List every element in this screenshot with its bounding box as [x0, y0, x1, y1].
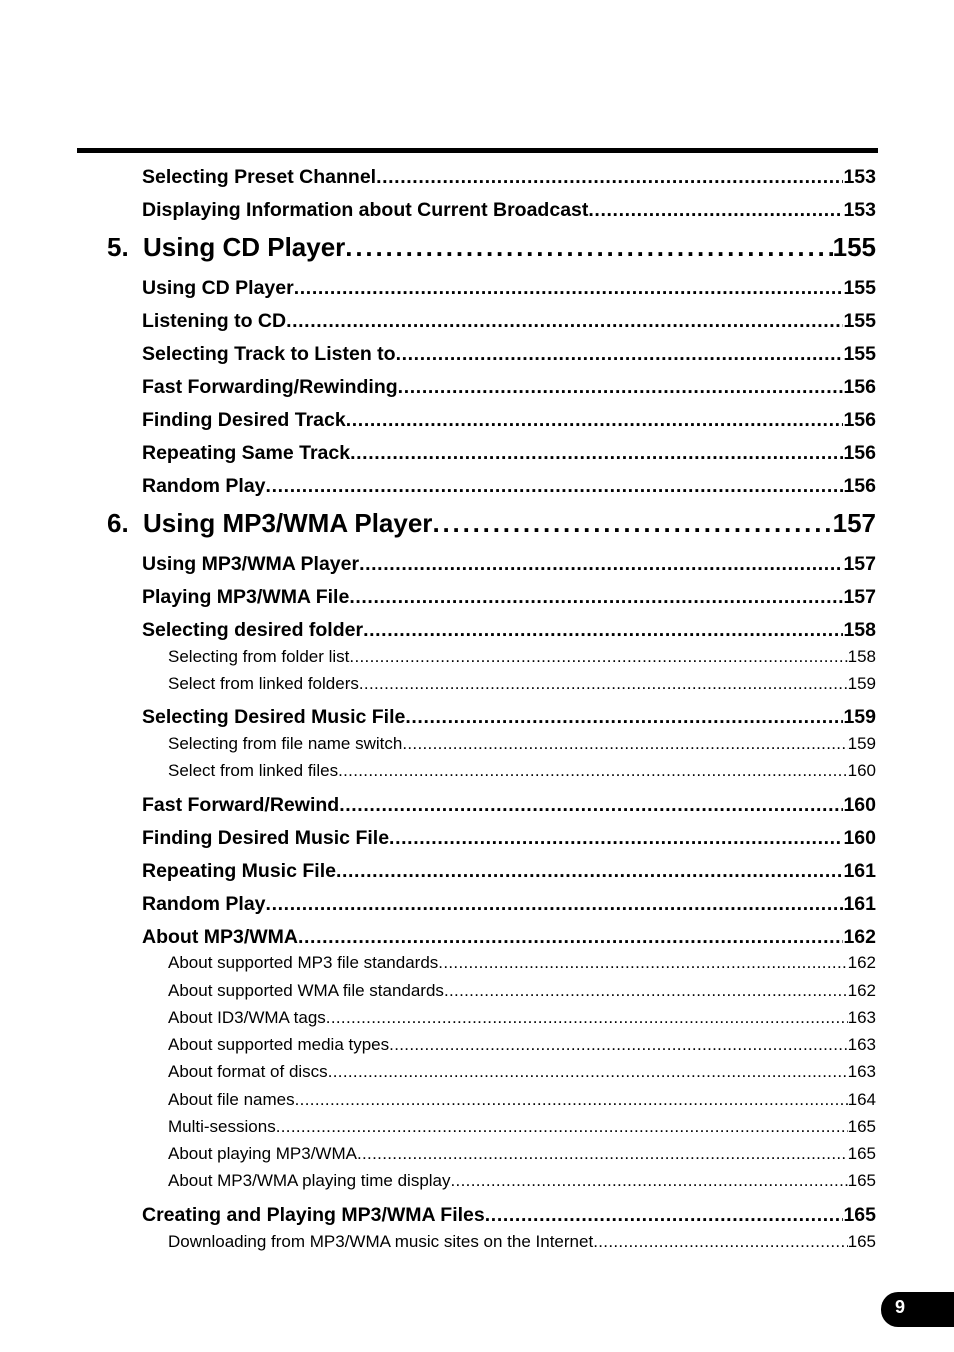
- toc-entry-page: 161: [843, 893, 876, 915]
- toc-subentry[interactable]: [168, 734, 876, 754]
- dot-leader: [266, 893, 844, 916]
- toc-subentry-page: 163: [847, 1062, 876, 1081]
- toc-entry[interactable]: [142, 277, 876, 301]
- toc-subentry-page: 159: [847, 674, 876, 693]
- toc-entry[interactable]: [142, 860, 876, 884]
- toc-entry-label: Selecting Desired Music File: [142, 706, 406, 728]
- toc-entry[interactable]: [142, 376, 876, 400]
- toc-entry-page: 156: [843, 475, 876, 497]
- toc-entry[interactable]: [142, 409, 876, 433]
- toc-entry-page: 156: [843, 442, 876, 464]
- toc-subentry-label: Downloading from MP3/WMA music sites on the Internet: [168, 1232, 594, 1251]
- dot-leader: [295, 1090, 848, 1110]
- dot-leader: [286, 310, 843, 333]
- dot-leader: [357, 1144, 848, 1164]
- dot-leader: [339, 794, 843, 817]
- toc-entry-page: 156: [843, 376, 876, 398]
- dot-leader: [432, 508, 832, 539]
- toc-subentry-label: About supported MP3 file standards: [168, 953, 439, 972]
- toc-subentry[interactable]: [168, 1144, 876, 1164]
- toc-entry-label: Finding Desired Music File: [142, 827, 390, 849]
- dot-leader: [398, 376, 844, 399]
- dot-leader: [350, 442, 843, 465]
- toc-chapter[interactable]: [107, 232, 876, 266]
- dot-leader: [328, 1062, 848, 1082]
- dot-leader: [389, 827, 843, 850]
- dot-leader: [276, 1117, 848, 1137]
- toc-entry-page: 158: [843, 619, 876, 641]
- toc-subentry-page: 158: [847, 647, 876, 666]
- toc-entry-label: Using MP3/WMA Player: [142, 553, 360, 575]
- toc-entry-label: Selecting Track to Listen to: [142, 343, 396, 365]
- toc-entry-page: 157: [843, 553, 876, 575]
- dot-leader: [336, 860, 844, 883]
- dot-leader: [326, 1008, 848, 1028]
- toc-subentry-page: 163: [847, 1035, 876, 1054]
- toc-subentry[interactable]: [168, 1062, 876, 1082]
- toc-entry-page: 153: [843, 166, 876, 188]
- toc-subentry-page: 165: [847, 1171, 876, 1190]
- dot-leader: [438, 953, 847, 973]
- page-number-tab: [881, 1292, 954, 1327]
- chapter-number: 6.: [107, 508, 129, 538]
- toc-subentry[interactable]: [168, 1035, 876, 1055]
- toc-subentry[interactable]: [168, 674, 876, 694]
- toc-entry-page: 155: [843, 277, 876, 299]
- toc-subentry[interactable]: [168, 953, 876, 973]
- toc-entry-label: Repeating Same Track: [142, 442, 351, 464]
- toc-subentry-label: About file names: [168, 1090, 295, 1109]
- toc-entry[interactable]: [142, 827, 876, 851]
- toc-entry-label: Creating and Playing MP3/WMA Files: [142, 1204, 485, 1226]
- toc-subentry[interactable]: [168, 1171, 876, 1191]
- toc-entry-label: Displaying Information about Current Broadcast: [142, 199, 589, 221]
- dot-leader: [593, 1232, 847, 1252]
- toc-entry-label: About MP3/WMA: [142, 926, 298, 948]
- dot-leader: [363, 619, 843, 642]
- dot-leader: [345, 232, 832, 263]
- toc-subentry-label: About supported WMA file standards: [168, 981, 444, 1000]
- toc-entry[interactable]: [142, 199, 876, 223]
- toc-entry-page: 155: [843, 310, 876, 332]
- toc-subentry[interactable]: [168, 1008, 876, 1028]
- dot-leader: [485, 1204, 844, 1227]
- dot-leader: [338, 761, 848, 781]
- toc-entry-label: Repeating Music File: [142, 860, 336, 882]
- dot-leader: [266, 475, 844, 498]
- chapter-title: Using MP3/WMA Player: [143, 508, 433, 538]
- chapter-number: 5.: [107, 232, 129, 262]
- dot-leader: [349, 647, 847, 667]
- toc-entry[interactable]: [142, 794, 876, 818]
- toc-entry[interactable]: [142, 706, 876, 730]
- toc-entry[interactable]: [142, 893, 876, 917]
- toc-entry[interactable]: [142, 442, 876, 466]
- dot-leader: [396, 343, 844, 366]
- toc-entry[interactable]: [142, 586, 876, 610]
- dot-leader: [405, 706, 843, 729]
- toc-subentry[interactable]: [168, 1232, 876, 1252]
- toc-entry-page: 162: [843, 926, 876, 948]
- dot-leader: [359, 553, 843, 576]
- dot-leader: [588, 199, 843, 222]
- toc-subentry-label: About MP3/WMA playing time display: [168, 1171, 451, 1190]
- toc-entry-page: 160: [843, 794, 876, 816]
- toc-entry-label: Using CD Player: [142, 277, 294, 299]
- toc-subentry[interactable]: [168, 647, 876, 667]
- toc-entry-page: 160: [843, 827, 876, 849]
- toc-entry-page: 155: [843, 343, 876, 365]
- toc-entry-label: Fast Forward/Rewind: [142, 794, 340, 816]
- toc-subentry[interactable]: [168, 981, 876, 1001]
- toc-entry-page: 157: [843, 586, 876, 608]
- toc-subentry-label: Selecting from file name switch: [168, 734, 403, 753]
- page-number: 9: [895, 1297, 906, 1317]
- toc-entry[interactable]: [142, 343, 876, 367]
- toc-entry[interactable]: [142, 553, 876, 577]
- toc-subentry-label: About playing MP3/WMA: [168, 1144, 357, 1163]
- dot-leader: [298, 926, 843, 949]
- toc-subentry-label: Select from linked folders: [168, 674, 359, 693]
- dot-leader: [444, 981, 848, 1001]
- toc-subentry-page: 163: [847, 1008, 876, 1027]
- toc-subentry-page: 165: [847, 1117, 876, 1136]
- toc-subentry-page: 165: [847, 1232, 876, 1251]
- toc-entry-label: Selecting Preset Channel: [142, 166, 377, 188]
- toc-entry-page: 156: [843, 409, 876, 431]
- toc-entry-label: Listening to CD: [142, 310, 287, 332]
- toc-entry-label: Random Play: [142, 893, 266, 915]
- toc-subentry-page: 164: [847, 1090, 876, 1109]
- dot-leader: [451, 1171, 848, 1191]
- toc-subentry[interactable]: [168, 1117, 876, 1137]
- dot-leader: [346, 409, 844, 432]
- toc-entry[interactable]: [142, 1204, 876, 1228]
- toc-subentry-label: Multi-sessions: [168, 1117, 276, 1136]
- toc-subentry[interactable]: [168, 761, 876, 781]
- dot-leader: [294, 277, 844, 300]
- toc-entry-page: 161: [843, 860, 876, 882]
- chapter-page: 155: [832, 232, 876, 262]
- toc-entry[interactable]: [142, 619, 876, 643]
- toc-entry-label: Selecting desired folder: [142, 619, 364, 641]
- toc-subentry-page: 159: [847, 734, 876, 753]
- dot-leader: [376, 166, 843, 189]
- toc-entry-label: Playing MP3/WMA File: [142, 586, 350, 608]
- toc-entry[interactable]: [142, 926, 876, 950]
- toc-entry-label: Random Play: [142, 475, 266, 497]
- toc-entry[interactable]: [142, 310, 876, 334]
- toc-subentry-page: 160: [847, 761, 876, 780]
- toc-chapter[interactable]: [107, 508, 876, 542]
- chapter-title: Using CD Player: [143, 232, 346, 262]
- dot-leader: [359, 674, 848, 694]
- toc-subentry-label: About ID3/WMA tags: [168, 1008, 326, 1027]
- toc-entry-label: Fast Forwarding/Rewinding: [142, 376, 398, 398]
- toc-entry-page: 153: [843, 199, 876, 221]
- toc-entry-label: Finding Desired Track: [142, 409, 346, 431]
- toc-subentry-label: About format of discs: [168, 1062, 328, 1081]
- toc-entry[interactable]: [142, 475, 876, 499]
- toc-subentry[interactable]: [168, 1090, 876, 1110]
- dot-leader: [349, 586, 843, 609]
- chapter-page: 157: [832, 508, 876, 538]
- toc-subentry-page: 162: [847, 953, 876, 972]
- toc-subentry-label: Select from linked files: [168, 761, 339, 780]
- toc-subentry-page: 165: [847, 1144, 876, 1163]
- toc-subentry-page: 162: [847, 981, 876, 1000]
- toc-entry[interactable]: [142, 166, 876, 190]
- toc-subentry-label: Selecting from folder list: [168, 647, 350, 666]
- dot-leader: [402, 734, 847, 754]
- toc-subentry-label: About supported media types: [168, 1035, 390, 1054]
- toc-entry-page: 165: [843, 1204, 876, 1226]
- toc-entry-page: 159: [843, 706, 876, 728]
- dot-leader: [389, 1035, 847, 1055]
- header-rule: [77, 148, 878, 153]
